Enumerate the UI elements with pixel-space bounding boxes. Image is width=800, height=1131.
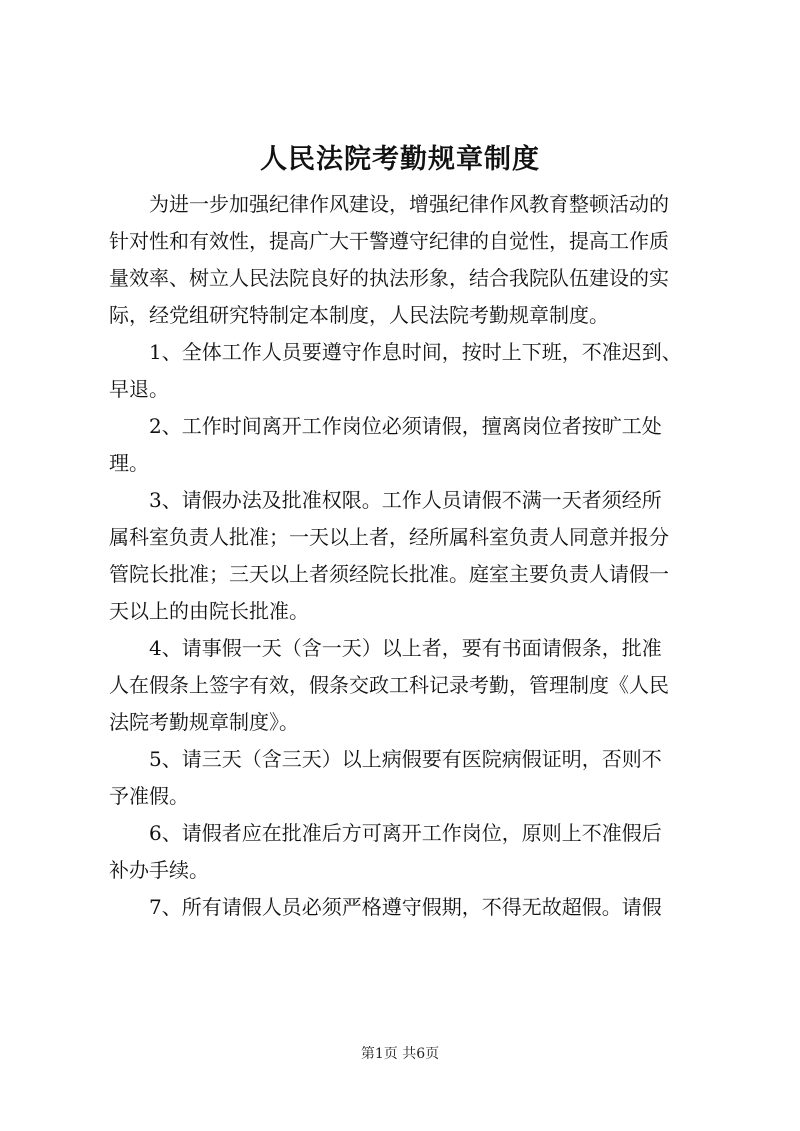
text-line: 管院长批准；三天以上者须经院长批准。庭室主要负责人请假一 [109, 562, 669, 586]
paragraph-rule-7 [109, 889, 709, 926]
paragraph-rule-2 [109, 408, 709, 482]
text-line: 人在假条上签字有效，假条交政工科记录考勤，管理制度《人民 [109, 673, 669, 697]
text-line: 针对性和有效性，提高广大干警遵守纪律的自觉性，提高工作质 [109, 229, 669, 253]
text-line: 为进一步加强纪律作风建设，增强纪律作风教育整顿活动的 [149, 192, 669, 216]
text-line: 属科室负责人批准；一天以上者，经所属科室负责人同意并报分 [109, 525, 669, 549]
text-line: 7、所有请假人员必须严格遵守假期，不得无故超假。请假 [149, 895, 662, 919]
text-line: 2、工作时间离开工作岗位必须请假，擅离岗位者按旷工处 [149, 414, 662, 438]
text-line: 早退。 [109, 377, 169, 401]
paragraph-rule-1 [109, 334, 709, 408]
text-line: 理。 [109, 451, 149, 475]
text-line: 予准假。 [109, 784, 189, 808]
paragraph-rule-4 [109, 630, 709, 741]
text-line: 3、请假办法及批准权限。工作人员请假不满一天者须经所 [149, 488, 662, 512]
text-line: 天以上的由院长批准。 [109, 599, 309, 623]
text-line: 6、请假者应在批准后方可离开工作岗位，原则上不准假后 [149, 821, 662, 845]
document-title: 人民法院考勤规章制度 [260, 144, 540, 175]
paragraph-rule-3 [109, 482, 709, 630]
text-line: 5、请三天（含三天）以上病假要有医院病假证明，否则不 [149, 747, 662, 771]
page-number-footer: 第1页 共6页 [360, 1046, 440, 1062]
paragraph-rule-5 [109, 741, 709, 815]
text-line: 1、全体工作人员要遵守作息时间，按时上下班，不准迟到、 [149, 340, 682, 364]
paragraph-rule-6 [109, 815, 709, 889]
paragraph-intro [109, 186, 709, 334]
document-body [109, 186, 709, 926]
text-line: 际，经党组研究特制定本制度，人民法院考勤规章制度。 [109, 303, 609, 327]
text-line: 量效率、树立人民法院良好的执法形象，结合我院队伍建设的实 [109, 266, 669, 290]
text-line: 补办手续。 [109, 858, 209, 882]
text-line: 4、请事假一天（含一天）以上者，要有书面请假条，批准 [149, 636, 662, 660]
text-line: 法院考勤规章制度》。 [109, 710, 299, 734]
